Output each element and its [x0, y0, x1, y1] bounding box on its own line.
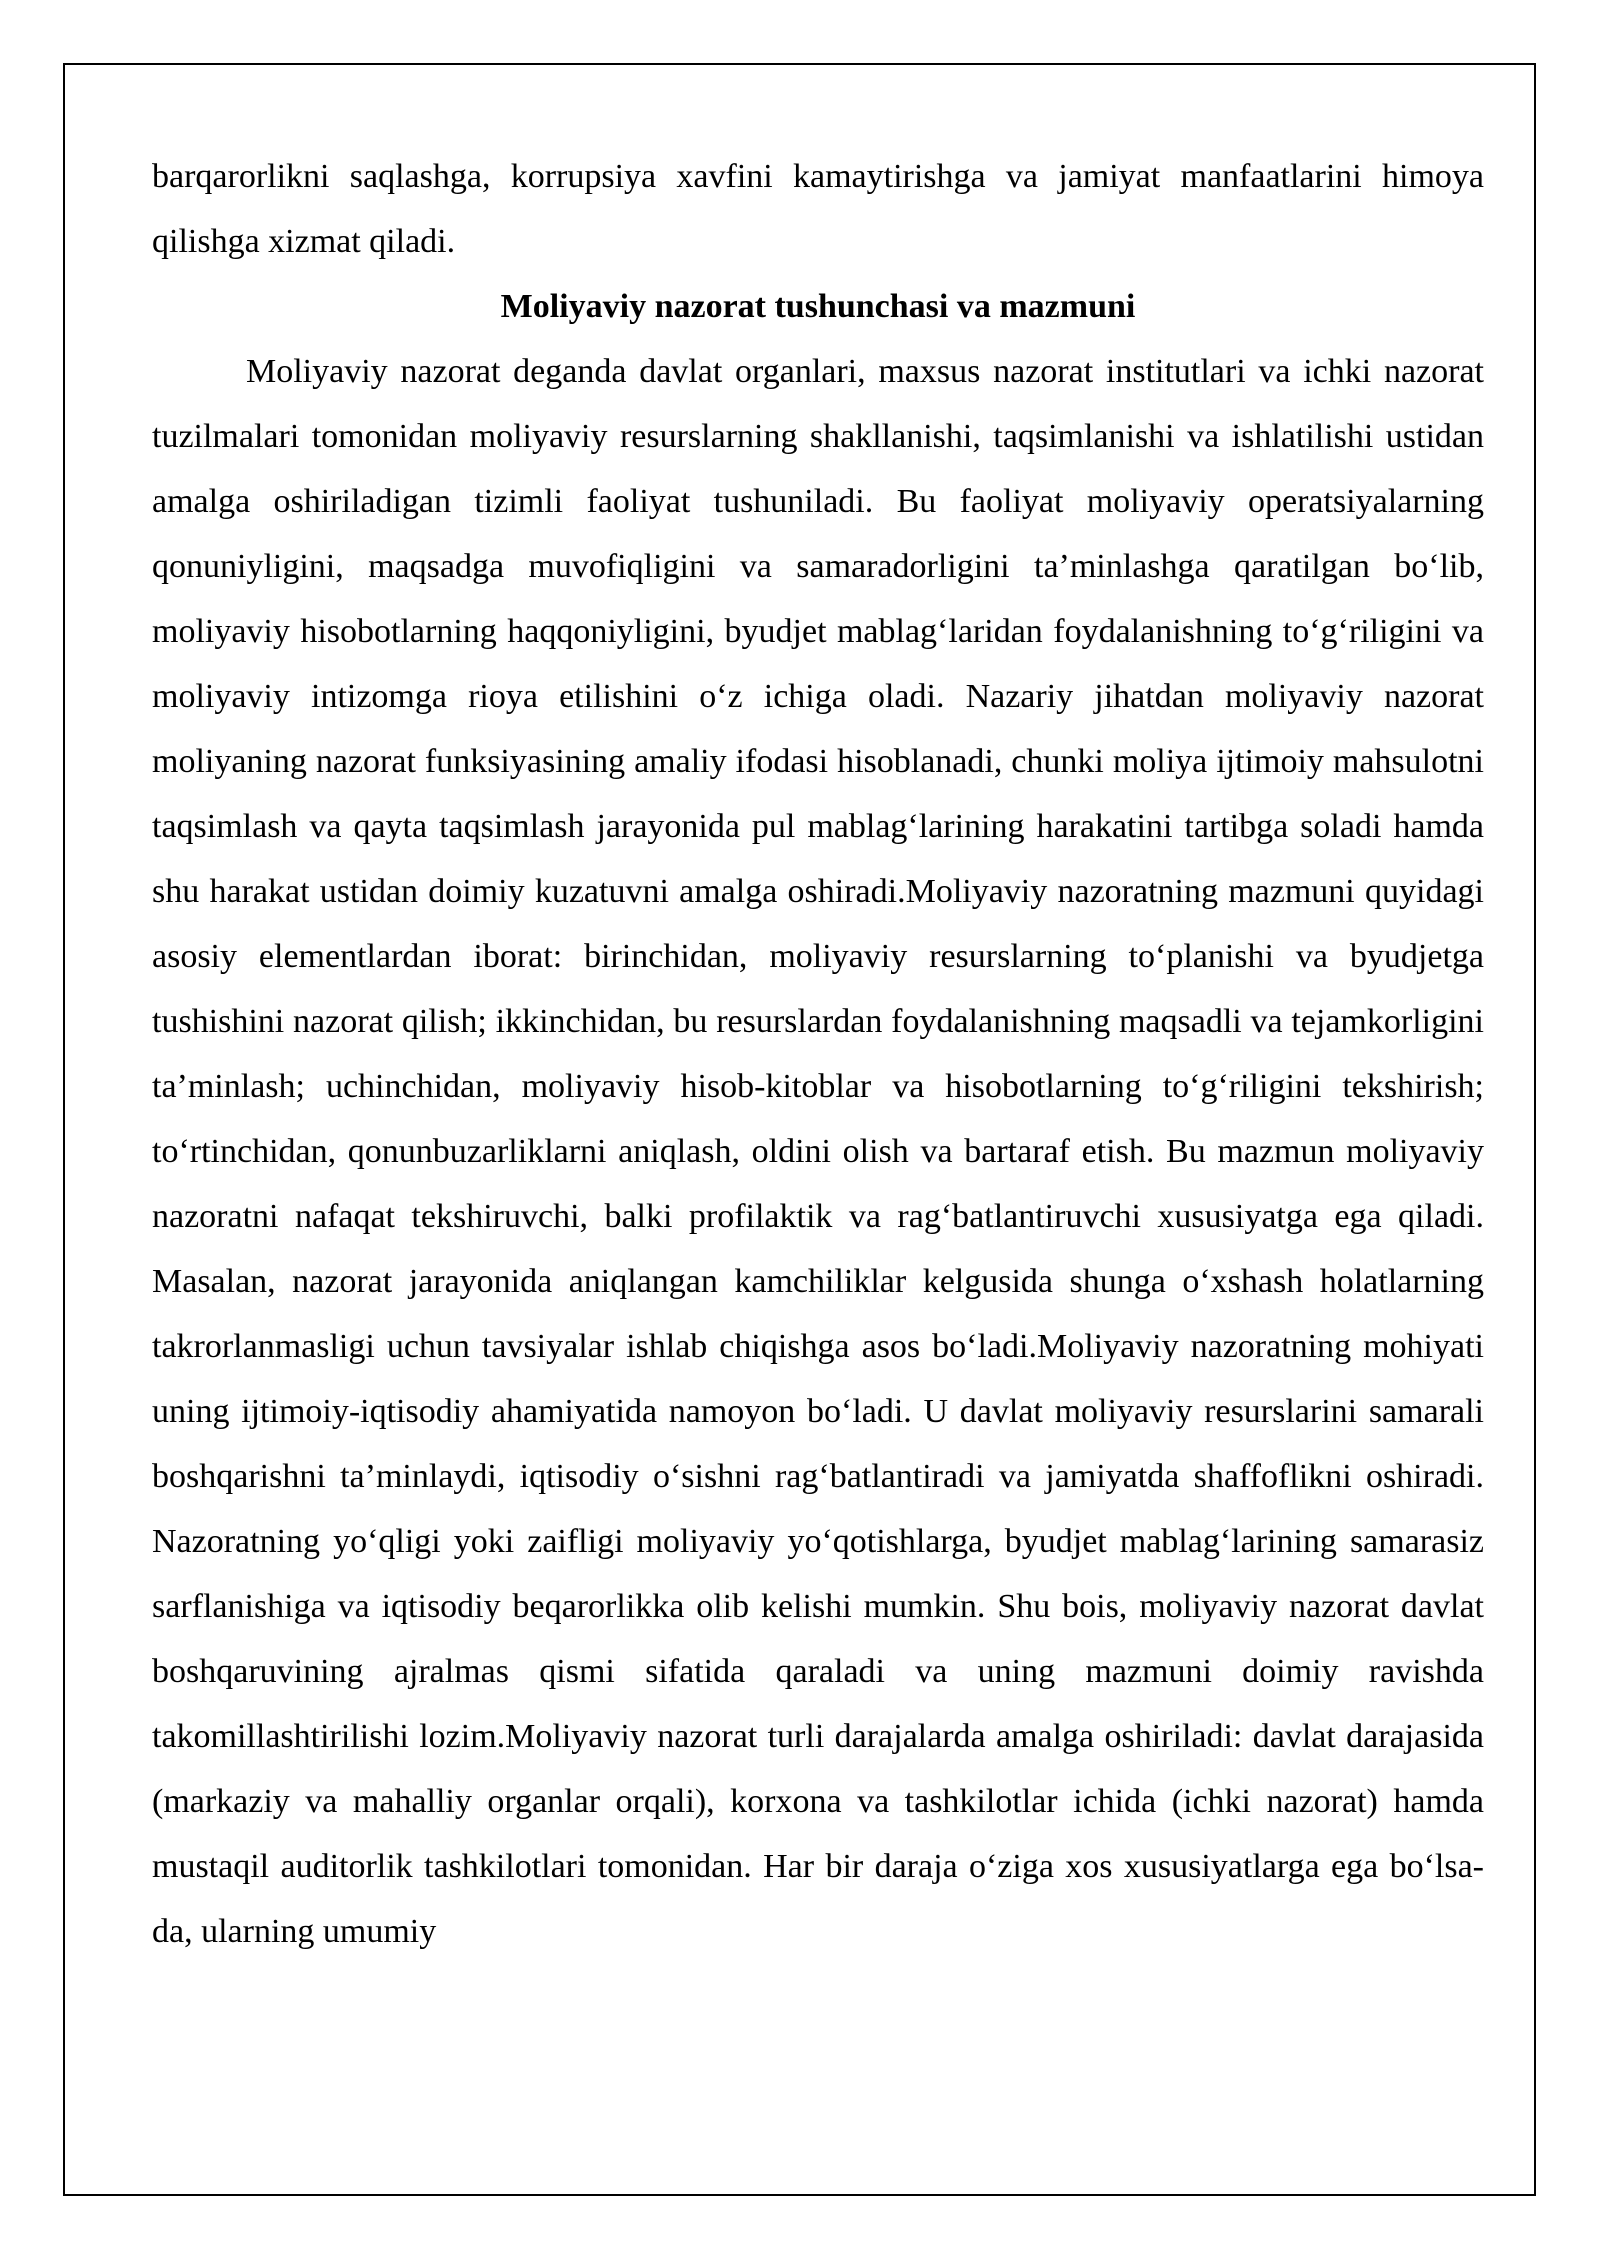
document-body [152, 144, 1484, 1964]
continuation-paragraph: barqarorlikni saqlashga, korrupsiya xavfini kamaytirishga va jamiyat manfaatlarini himoya qilishga xizmat qiladi. [152, 158, 1484, 260]
section-heading: Moliyaviy nazorat tushunchasi va mazmuni [500, 288, 1136, 325]
body-paragraph: Moliyaviy nazorat deganda davlat organlari, maxsus nazorat institutlari va ichki nazorat tuzilmalari tomonidan moliyaviy resurslarning shakllanishi, taqsimlanishi va ishlatilishi ustidan amalga oshiriladigan tizimli faoliyat tushuniladi. Bu faoliyat moliyaviy operatsiyalarning qonuniyligini, maqsadga muvofiqligini va samaradorligini ta’minlashga qaratilgan bo‘lib, moliyaviy hisobotlarning haqqoniyligini, byudjet mablag‘laridan foydalanishning to‘g‘riligini va moliyaviy intizomga rioya etilishini o‘z ichiga oladi. Nazariy jihatdan moliyaviy nazorat moliyaning nazorat funksiyasining amaliy ifodasi hisoblanadi, chunki moliya ijtimoiy mahsulotni taqsimlash va qayta taqsimlash jarayonida pul mablag‘larining harakatini tartibga soladi hamda shu harakat ustidan doimiy kuzatuvni amalga oshiradi.Moliyaviy nazoratning mazmuni quyidagi asosiy elementlardan iborat: birinchidan, moliyaviy resurslarning to‘planishi va byudjetga tushishini nazorat qilish; ikkinchidan, bu resurslardan foydalanishning maqsadli va tejamkorligini ta’minlash; uchinchidan, moliyaviy hisob-kitoblar va hisobotlarning to‘g‘riligini tekshirish; to‘rtinchidan, qonunbuzarliklarni aniqlash, oldini olish va bartaraf etish. Bu mazmun moliyaviy nazoratni nafaqat tekshiruvchi, balki profilaktik va rag‘batlantiruvchi xususiyatga ega qiladi. Masalan, nazorat jarayonida aniqlangan kamchiliklar kelgusida shunga o‘xshash holatlarning takrorlanmasligi uchun tavsiyalar ishlab chiqishga asos bo‘ladi.Moliyaviy nazoratning mohiyati uning ijtimoiy-iqtisodiy ahamiyatida namoyon bo‘ladi. U davlat moliyaviy resurslarini samarali boshqarishni ta’minlaydi, iqtisodiy o‘sishni rag‘batlantiradi va jamiyatda shaffoflikni oshiradi. Nazoratning yo‘qligi yoki zaifligi moliyaviy yo‘qotishlarga, byudjet mablag‘larining samarasiz sarflanishiga va iqtisodiy beqarorlikka olib kelishi mumkin. Shu bois, moliyaviy nazorat davlat boshqaruvining ajralmas qismi sifatida qaraladi va uning mazmuni doimiy ravishda takomillashtirilishi lozim.Moliyaviy nazorat turli darajalarda amalga oshiriladi: davlat darajasida (markaziy va mahalliy organlar orqali), korxona va tashkilotlar ichida (ichki nazorat) hamda mustaqil auditorlik tashkilotlari tomonidan. Har bir daraja o‘ziga xos xususiyatlarga ega bo‘lsa-da, ularning umumiy [152, 353, 1484, 1950]
